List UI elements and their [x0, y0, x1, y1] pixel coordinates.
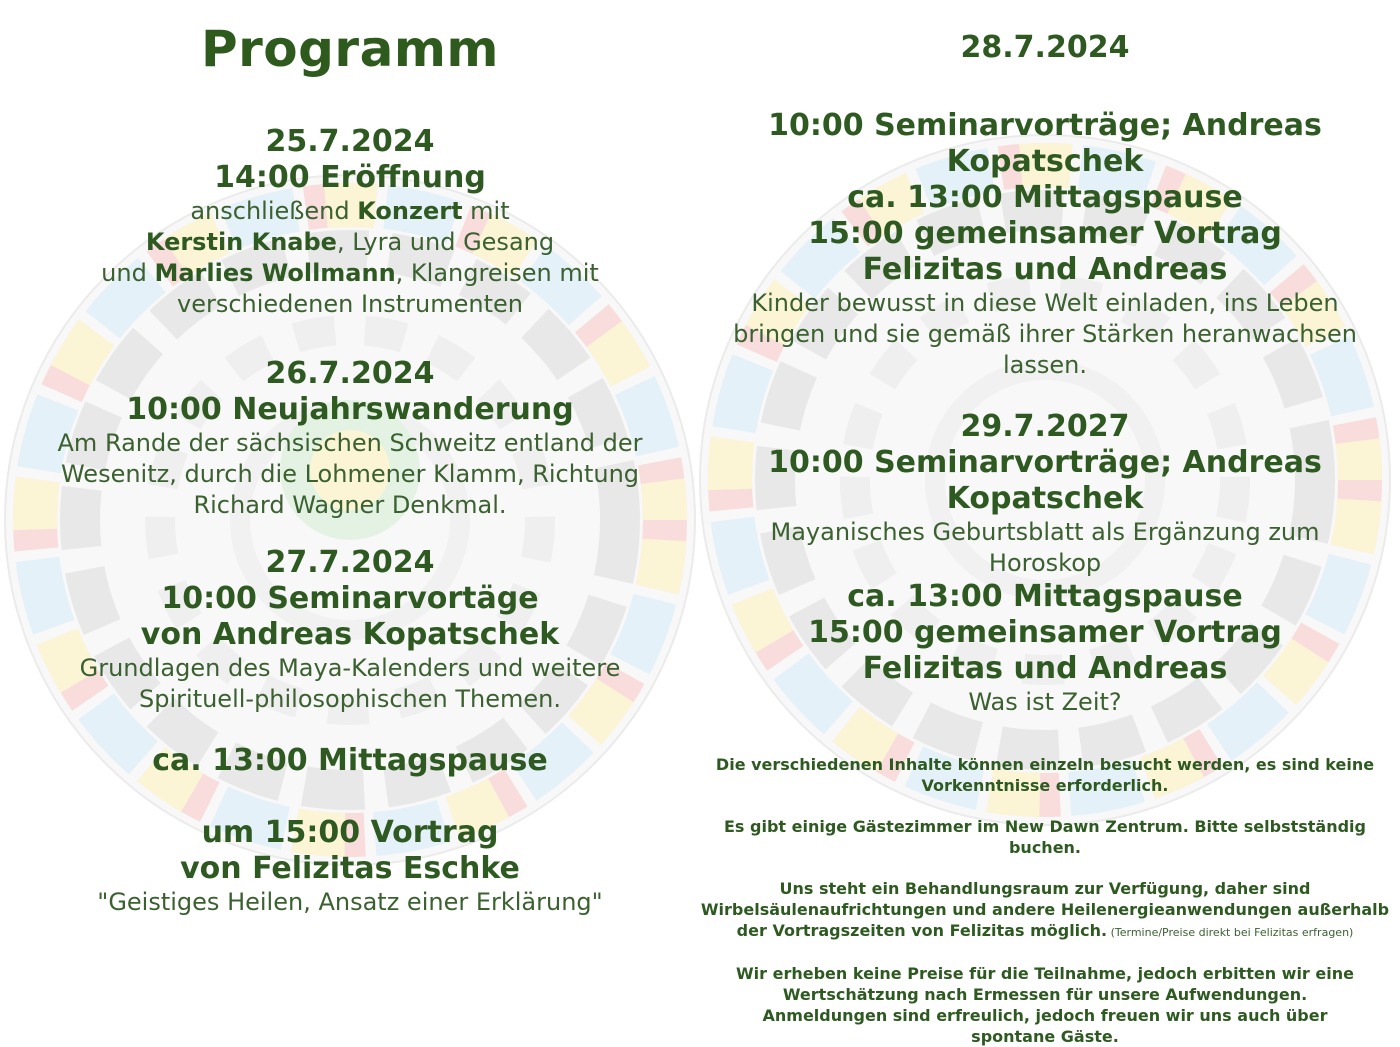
day1-l3b: Marlies Wollmann: [154, 259, 396, 287]
day5-e2: ca. 13:00 Mittagspause: [847, 579, 1243, 614]
left-column: [10, 18, 690, 918]
note-4c: Anmeldungen sind erfreulich, jedoch freuen wir uns auch über: [762, 1006, 1328, 1025]
day4-e3: 15:00 gemeinsamer Vortrag: [808, 216, 1282, 251]
day1-l3c: , Klangreisen mit: [395, 259, 599, 287]
day2-desc1: Am Rande der sächsischen Schweitz entland der: [57, 429, 643, 457]
day5-date: 29.7.2027: [960, 409, 1130, 444]
right-column: [700, 30, 1390, 1047]
note-2: Es gibt einige Gästezimmer im New Dawn Zentrum. Bitte selbstständig buchen.: [724, 817, 1366, 857]
day2-event: 10:00 Neujahrswanderung: [126, 392, 574, 427]
day3-talk-title: "Geistiges Heilen, Ansatz einer Erklärung": [97, 888, 603, 916]
day4-e4: Felizitas und Andreas: [862, 252, 1228, 287]
day1-event: 14:00 Eröffnung: [214, 160, 486, 195]
day2-desc2: Wesenitz, durch die Lohmener Klamm, Richtung: [60, 460, 640, 488]
day2-date: 26.7.2024: [265, 356, 435, 391]
note-3c: der Vortragszeiten von Felizitas möglich.: [736, 921, 1108, 940]
day1-l1c: mit: [462, 197, 510, 225]
note-3d: (Termine/Preise direkt bei Felizitas erfragen): [1107, 926, 1354, 939]
day5-d3: Was ist Zeit?: [968, 688, 1122, 716]
day3-event2: von Andreas Kopatschek: [140, 617, 560, 652]
note-1b: Vorkenntnisse erforderlich.: [921, 776, 1169, 795]
note-4b: Wertschätzung nach Ermessen für unsere Aufwendungen.: [782, 985, 1308, 1004]
day4-date: 28.7.2024: [960, 30, 1130, 65]
day1-l3a: und: [101, 259, 155, 287]
day1-l1a: anschließend: [190, 197, 358, 225]
note-3b: Wirbelsäulenaufrichtungen und andere Heilenergieanwendungen außerhalb: [700, 900, 1390, 919]
day2-desc3: Richard Wagner Denkmal.: [193, 491, 507, 519]
day5-e4: Felizitas und Andreas: [862, 651, 1228, 686]
page-title: Programm: [200, 20, 500, 78]
day3-talk2: von Felizitas Eschke: [180, 851, 520, 886]
note-1a: Die verschiedenen Inhalte können einzeln besucht werden, es sind keine: [715, 755, 1375, 774]
day1-line2: [10, 227, 690, 258]
day1-date: 25.7.2024: [265, 124, 435, 159]
day3-date: 27.7.2024: [265, 545, 435, 580]
day4-d2: bringen und sie gemäß ihrer Stärken heranwachsen: [733, 320, 1357, 348]
day3-desc1: Grundlagen des Maya-Kalenders und weitere: [79, 654, 621, 682]
day1-l2a: Kerstin Knabe: [145, 228, 337, 256]
day5-d2: Horoskop: [988, 549, 1102, 577]
note-4d: spontane Gäste.: [971, 1027, 1119, 1046]
day3-talk1: um 15:00 Vortrag: [201, 815, 499, 850]
day4-e2: ca. 13:00 Mittagspause: [847, 180, 1243, 215]
day5-e1: 10:00 Seminarvorträge; Andreas Kopatschek: [768, 445, 1322, 516]
day3-event1: 10:00 Seminarvortäge: [161, 581, 539, 616]
day3-pause: ca. 13:00 Mittagspause: [152, 743, 548, 778]
day1-line4: verschiedenen Instrumenten: [176, 290, 524, 318]
note-3a: Uns steht ein Behandlungsraum zur Verfügung, daher sind: [779, 879, 1311, 898]
day1-line3: [10, 258, 690, 289]
day4-d1: Kinder bewusst in diese Welt einladen, ins Leben: [751, 289, 1339, 317]
day1-l2b: , Lyra und Gesang: [336, 228, 555, 256]
day3-desc2: Spirituell-philosophischen Themen.: [139, 685, 561, 713]
note-3c-line: [700, 920, 1390, 943]
note-4a: Wir erheben keine Preise für die Teilnahme, jedoch erbitten wir eine: [736, 964, 1354, 983]
day4-e1: 10:00 Seminarvorträge; Andreas Kopatschek: [768, 108, 1322, 179]
day1-line1: [10, 196, 690, 227]
day5-d1: Mayanisches Geburtsblatt als Ergänzung zum: [770, 518, 1320, 546]
day5-e3: 15:00 gemeinsamer Vortrag: [808, 615, 1282, 650]
day4-d3: lassen.: [1003, 351, 1087, 379]
day1-l1b: Konzert: [357, 197, 463, 225]
